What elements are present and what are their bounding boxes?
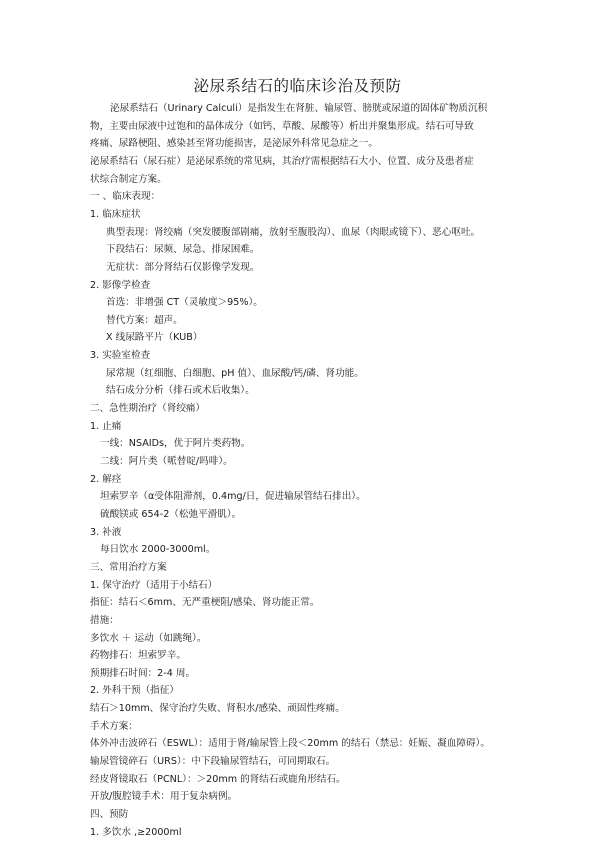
text-line: 尿常规（红细胞、白细胞、pH 值）、血尿酸/钙/磷、肾功能。 xyxy=(106,367,364,379)
text-line: 3. 补液 xyxy=(90,526,122,538)
text-line: 二、急性期治疗（肾绞痛） xyxy=(90,403,206,415)
text-line: 指征：结石＜6mm、无严重梗阻/感染、肾功能正常。 xyxy=(90,597,320,609)
text-line: 三、常用治疗方案 xyxy=(90,561,167,573)
text-line: 手术方案： xyxy=(90,720,138,732)
text-line: 1. 临床症状 xyxy=(90,208,141,220)
text-line: 首选：非增强 CT（灵敏度＞95%）。 xyxy=(106,297,263,309)
text-line: 措施： xyxy=(90,614,119,626)
page-title: 泌尿系结石的临床诊治及预防 xyxy=(193,77,402,95)
text-line: 开放/腹腔镜手术：用于复杂病例。 xyxy=(90,791,238,803)
text-line: 经皮肾镜取石（PCNL）：＞20mm 的肾结石或鹿角形结石。 xyxy=(90,773,346,785)
text-line: 泌尿系结石（尿石症）是泌尿系统的常见病，其治疗需根据结石大小、位置、成分及患者症 xyxy=(90,155,474,167)
text-line: 1. 保守治疗（适用于小结石） xyxy=(90,579,218,591)
text-line: 状综合制定方案。 xyxy=(90,173,167,185)
text-line: 一 、临床表现： xyxy=(90,191,161,203)
text-line: 坦索罗辛（α受体阻滞剂，0.4mg/日，促进输尿管结石排出）。 xyxy=(100,491,366,503)
text-line: 一线：NSAIDs，优于阿片类药物。 xyxy=(100,438,251,450)
text-line: 无症状：部分肾结石仅影像学发现。 xyxy=(106,261,260,273)
text-line: 3. 实验室检查 xyxy=(90,350,151,362)
text-line: 2. 影像学检查 xyxy=(90,279,151,291)
text-line: 输尿管镜碎石（URS）：中下段输尿管结石，可同期取石。 xyxy=(90,756,336,768)
text-line: 2. 外科干预（指征） xyxy=(90,685,179,697)
text-line: 1. 止痛 xyxy=(90,420,122,432)
text-line: 药物排石：坦索罗辛。 xyxy=(90,650,186,662)
text-line: 多饮水 ＋ 运动（如跳绳）。 xyxy=(90,632,207,644)
text-line: 泌尿系结石（Urinary Calculi）是指发生在肾脏、输尿管、膀胱或尿道的固体矿物质沉积 xyxy=(110,103,488,114)
text-line: 1. 多饮水 ,≥2000ml xyxy=(90,826,182,838)
text-line: 二线：阿片类（哌替啶/吗啡）。 xyxy=(100,456,233,467)
text-line: 2. 解痉 xyxy=(90,473,122,485)
text-line: 下段结石：尿频、尿急、排尿困难。 xyxy=(106,244,260,256)
text-line: 硫酸镁或 654-2（松弛平滑肌）。 xyxy=(100,508,242,520)
text-line: 预期排石时间：2-4 周。 xyxy=(90,667,196,679)
text-line: 替代方案：超声。 xyxy=(106,314,183,326)
text-line: 每日饮水 2000-3000ml。 xyxy=(100,544,216,556)
text-line: 四、预防 xyxy=(90,809,129,820)
text-line: 疼痛、尿路梗阻、感染甚至肾功能损害，是泌尿外科常见急症之一。 xyxy=(90,138,378,150)
text-line: X 线尿路平片（KUB） xyxy=(106,332,203,344)
text-line: 结石成分分析（排石或术后收集）。 xyxy=(106,385,255,397)
text-line: 体外冲击波碎石（ESWL）：适用于肾/输尿管上段＜20mm 的结石（禁忌：妊娠、凝血障碍）。 xyxy=(90,738,490,750)
text-line: 典型表现：肾绞痛（突发腰腹部剧痛，放射至腹股沟）、血尿（肉眼或镜下）、恶心呕吐。 xyxy=(106,226,481,238)
text-line: 结石＞10mm、保守治疗失败、肾积水/感染、顽固性疼痛。 xyxy=(90,703,345,715)
text-line: 物，主要由尿液中过饱和的晶体成分（如钙、草酸、尿酸等）析出并聚集形成。结石可导致 xyxy=(90,120,474,132)
